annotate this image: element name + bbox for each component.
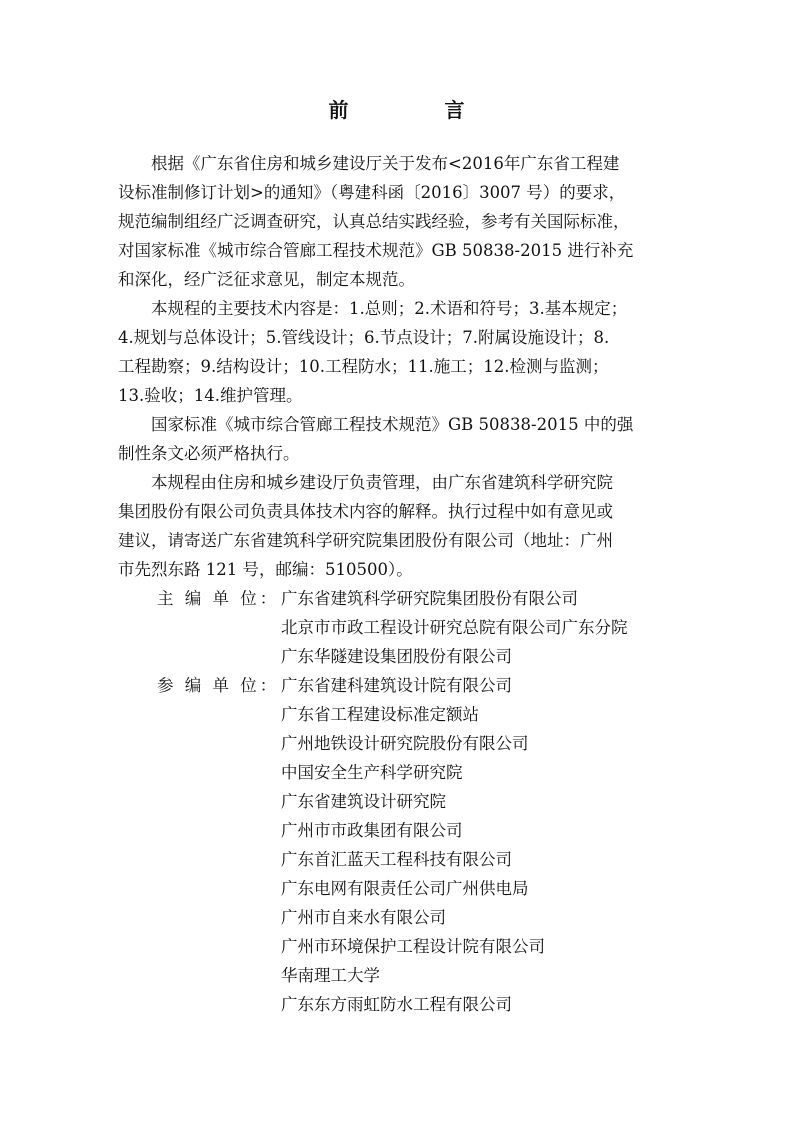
participating-unit-row — [118, 787, 678, 816]
unit-name: 广州市环境保护工程设计院有限公司 — [281, 937, 545, 956]
paragraph-line: 设标准制修订计划>的通知》（粤建科函〔2016〕3007 号）的要求， — [118, 183, 626, 202]
participating-units-section — [118, 671, 678, 1019]
unit-name: 广东华隧建设集团股份有限公司 — [281, 647, 512, 666]
unit-name: 广东省建筑科学研究院集团股份有限公司 — [281, 589, 578, 608]
participating-unit-row — [118, 990, 678, 1019]
unit-name: 北京市市政工程设计研究总院有限公司广东分院 — [281, 618, 628, 637]
preface-paragraph — [118, 294, 678, 410]
participating-unit-row — [118, 700, 678, 729]
paragraph-line: 对国家标准《城市综合管廊工程技术规范》GB 50838-2015 进行补充 — [118, 241, 634, 260]
unit-label — [118, 700, 281, 729]
preface-paragraph — [118, 468, 678, 584]
paragraph-line: 本规程由住房和城乡建设厅负责管理，由广东省建筑科学研究院 — [151, 473, 613, 492]
participating-unit-row — [118, 932, 678, 961]
preface-paragraphs — [118, 149, 678, 584]
paragraph-line: 市先烈东路 121 号，邮编：510500）。 — [118, 560, 413, 579]
unit-name: 中国安全生产科学研究院 — [281, 763, 463, 782]
paragraph-line: 根据《广东省住房和城乡建设厅关于发布<2016年广东省工程建 — [151, 154, 620, 173]
participating-unit-row — [118, 874, 678, 903]
participating-unit-row — [118, 758, 678, 787]
unit-name: 广东省建科建筑设计院有限公司 — [281, 676, 512, 695]
paragraph-line: 和深化，经广泛征求意见，制定本规范。 — [118, 270, 415, 289]
participating-unit-row — [118, 903, 678, 932]
paragraph-line: 规范编制组经广泛调查研究，认真总结实践经验，参考有关国际标准， — [118, 212, 630, 231]
unit-label — [118, 758, 281, 787]
unit-label — [118, 642, 281, 671]
unit-label: 主 编 单 位： — [157, 589, 280, 608]
unit-name: 广州市自来水有限公司 — [281, 908, 446, 927]
paragraph-line: 国家标准《城市综合管廊工程技术规范》GB 50838-2015 中的强 — [151, 415, 634, 434]
unit-label: 参 编 单 位： — [157, 676, 280, 695]
participating-unit-row — [118, 961, 678, 990]
unit-label — [118, 990, 281, 1019]
unit-label — [118, 816, 281, 845]
unit-label — [118, 787, 281, 816]
participating-unit-row — [118, 729, 678, 758]
paragraph-line: 本规程的主要技术内容是：1.总则；2.术语和符号；3.基本规定； — [151, 299, 628, 318]
unit-name: 广东东方雨虹防水工程有限公司 — [281, 995, 512, 1014]
unit-name: 广东省建筑设计研究院 — [281, 792, 446, 811]
unit-label — [118, 845, 281, 874]
paragraph-line: 集团股份有限公司负责具体技术内容的解释。执行过程中如有意见或 — [118, 502, 613, 521]
paragraph-line: 工程勘察；9.结构设计；10.工程防水；11.施工；12.检测与监测； — [118, 357, 609, 376]
unit-label — [118, 961, 281, 990]
unit-name: 广州市市政集团有限公司 — [281, 821, 463, 840]
paragraph-line: 建议，请寄送广东省建筑科学研究院集团股份有限公司（地址：广州 — [118, 531, 613, 550]
unit-name: 广东首汇蓝天工程科技有限公司 — [281, 850, 512, 869]
paragraph-line: 13.验收；14.维护管理。 — [118, 386, 303, 405]
unit-name: 广东省工程建设标准定额站 — [281, 705, 479, 724]
unit-name: 广东电网有限责任公司广州供电局 — [281, 879, 529, 898]
unit-label — [118, 874, 281, 903]
unit-label — [118, 903, 281, 932]
unit-label — [118, 729, 281, 758]
participating-unit-row — [118, 845, 678, 874]
page-title: 前 言 — [328, 98, 503, 122]
unit-name: 华南理工大学 — [281, 966, 380, 985]
paragraph-line: 4.规划与总体设计；5.管线设计；6.节点设计；7.附属设施设计；8. — [118, 328, 610, 347]
preface-paragraph — [118, 410, 678, 468]
unit-label — [118, 613, 281, 642]
unit-label — [118, 932, 281, 961]
chief-unit-row — [118, 642, 678, 671]
chief-unit-row — [118, 613, 678, 642]
preface-paragraph — [118, 149, 678, 294]
preface-body — [118, 149, 678, 1019]
unit-name: 广州地铁设计研究院股份有限公司 — [281, 734, 529, 753]
chief-unit-row — [118, 584, 678, 613]
paragraph-line: 制性条文必须严格执行。 — [118, 444, 300, 463]
participating-unit-row — [118, 816, 678, 845]
participating-unit-row — [118, 671, 678, 700]
chief-units-section — [118, 584, 678, 671]
